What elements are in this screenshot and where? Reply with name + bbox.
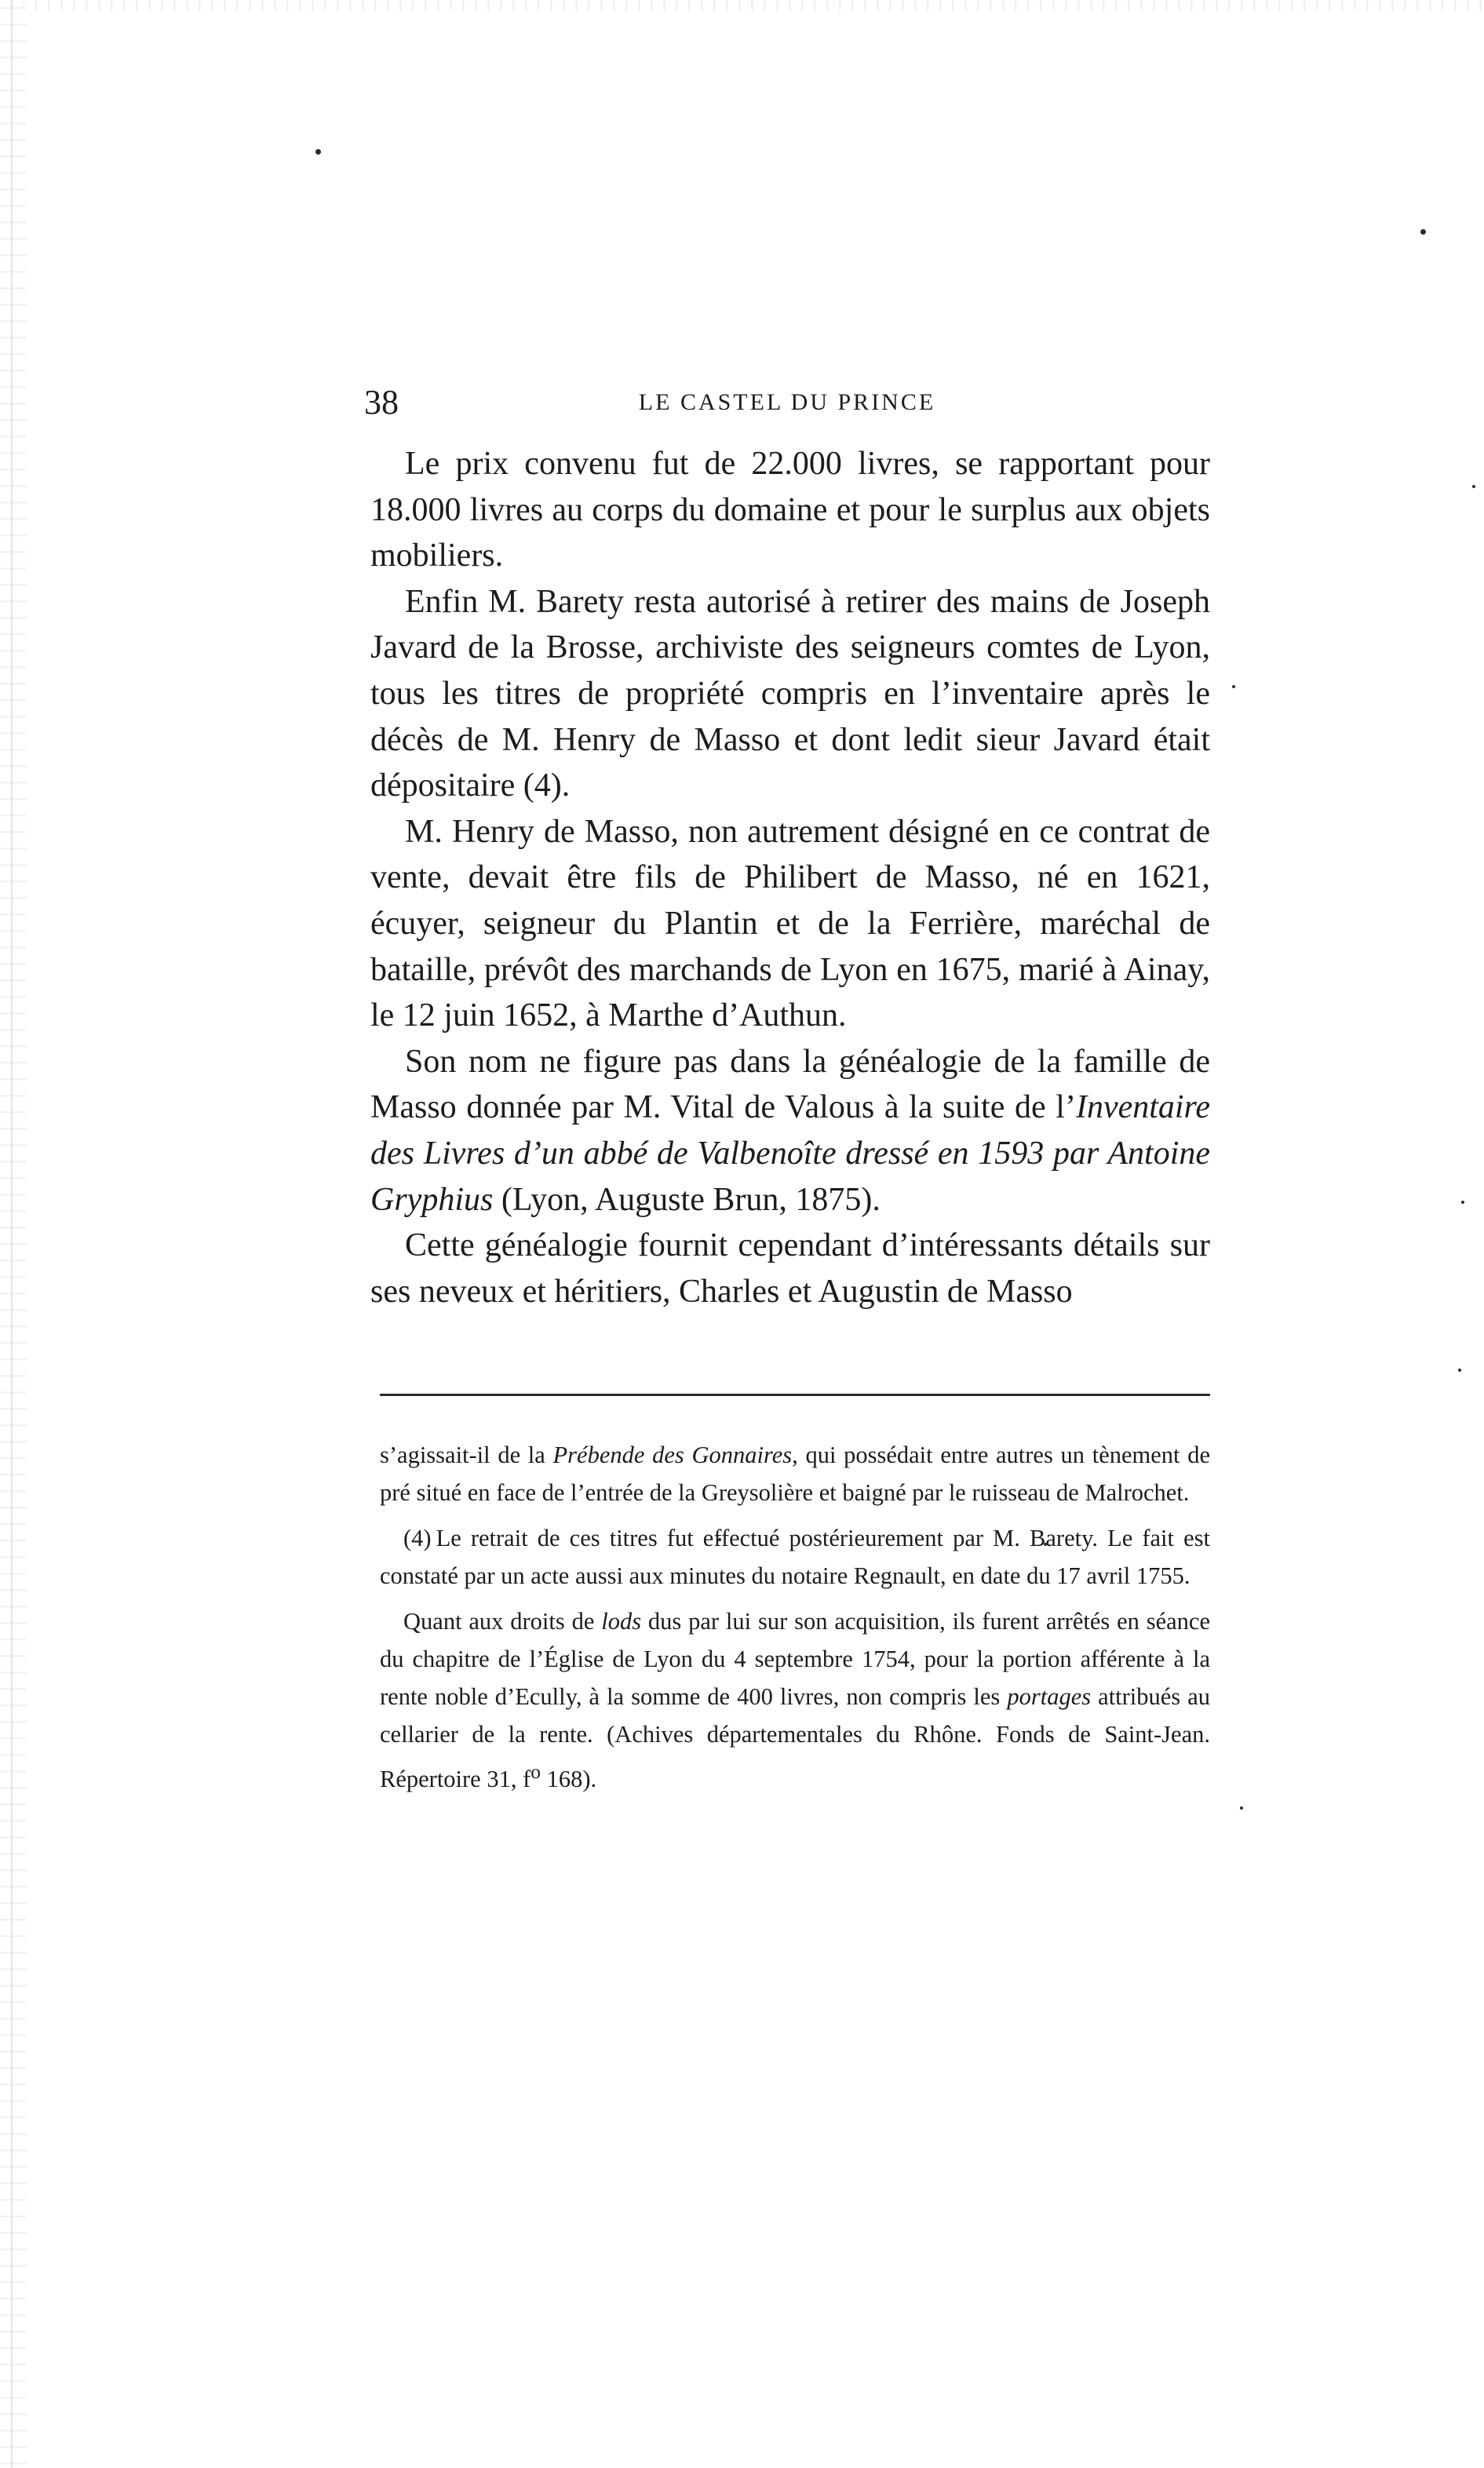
footnote-text-run: Le retrait de ces titres fut effectué postérieurement par M. Barety. Le fait est constaté par un acte aussi aux minutes du notaire Regnault, en date du 17 avril 1755. (380, 1525, 1210, 1589)
footnote-text-run: , qui possédait entre autres un tènement de pré situé en face de l’entrée de la Greysolière et baigné par le ruisseau de Malrochet. (380, 1442, 1210, 1506)
body-paragraph (370, 809, 1210, 1039)
body-text-run: Le prix convenu fut de 22.000 livres, se rapportant pour 18.000 livres au corps du domaine et pour le surplus aux objets mobiliers. (370, 446, 1210, 574)
book-title: Inventaire des Livres d’un abbé de Valbenoîte dressé en 1593 par Antoine Gryphius (370, 1089, 1210, 1218)
main-text (370, 441, 1210, 1314)
footnote-4 (380, 1519, 1210, 1595)
body-paragraph (370, 1223, 1210, 1314)
page-top-edge (0, 0, 1484, 11)
body-text-run: Son nom ne figure pas dans la généalogie de la famille de Masso donnée par M. Vital de Valous à la suite de l’ (370, 1043, 1210, 1126)
ink-speck (1472, 485, 1475, 488)
footnote-continuation (380, 1436, 1210, 1511)
ink-speck (1461, 1201, 1464, 1204)
running-title: LE CASTEL DU PRINCE (638, 389, 936, 415)
footnotes (380, 1436, 1210, 1798)
footnote-separator (380, 1394, 1210, 1396)
page-number: 38 (364, 383, 399, 421)
ink-speck (1240, 1806, 1243, 1810)
body-paragraph (370, 1039, 1210, 1223)
ink-speck (1232, 685, 1235, 688)
page-binding-shadow (11, 0, 13, 2468)
body-text-run: (Lyon, Auguste Brun, 1875). (493, 1181, 881, 1218)
ink-speck (1420, 229, 1426, 235)
footnote-4-continuation (380, 1602, 1210, 1798)
ink-speck (315, 149, 321, 155)
footnote-text-run: attribués au cellarier de la rente. (Achives départementales du Rhône. Fonds de Saint-Jean. Répertoire 31, f (380, 1683, 1211, 1793)
footnote-marker: (4) (403, 1525, 432, 1551)
body-text-run: M. Henry de Masso, non autrement désigné en ce contrat de vente, devait être fils de Philibert de Masso, né en 1621, écuyer, seigneur du Plantin et de la Ferrière, maréchal de bataille, prévôt des marchands de Lyon en 1675, marié à Ainay, le 12 juin 1652, à Marthe d’Authun. (370, 813, 1210, 1034)
footnote-text-run: s’agissait-il de la (380, 1442, 553, 1468)
footnote-italic: portages (1007, 1683, 1092, 1710)
body-paragraph (370, 579, 1210, 809)
body-text-run: Cette généalogie fournit cependant d’intéressants détails sur ses neveux et héritiers, Charles et Augustin de Masso (370, 1227, 1210, 1310)
footnote-text-run: dus par lui sur son acquisition, ils furent arrêtés en séance du chapitre de l’Église de Lyon du 4 septembre 1754, pour la portion afférente à la rente noble d’Ecully, à la somme de 400 livres, non compris les (380, 1608, 1210, 1710)
footnote-text-run: 168). (540, 1766, 597, 1793)
folio-superscript: o (531, 1761, 541, 1783)
body-text-run: Enfin M. Barety resta autorisé à retirer des mains de Joseph Javard de la Brosse, archiviste des seigneurs comtes de Lyon, tous les titres de propriété compris en l’inventaire après le décès de M. Henry de Masso et dont ledit sieur Javard était dépositaire (4). (370, 583, 1210, 804)
footnote-text-run: Quant aux droits de (403, 1608, 602, 1635)
footnote-italic: Prébende des Gonnaires (552, 1442, 793, 1468)
footnote-italic: lods (601, 1608, 642, 1635)
ink-speck (1458, 1369, 1461, 1372)
body-paragraph (370, 441, 1210, 579)
page-binding-edge (0, 0, 27, 2468)
running-head (364, 380, 1210, 425)
